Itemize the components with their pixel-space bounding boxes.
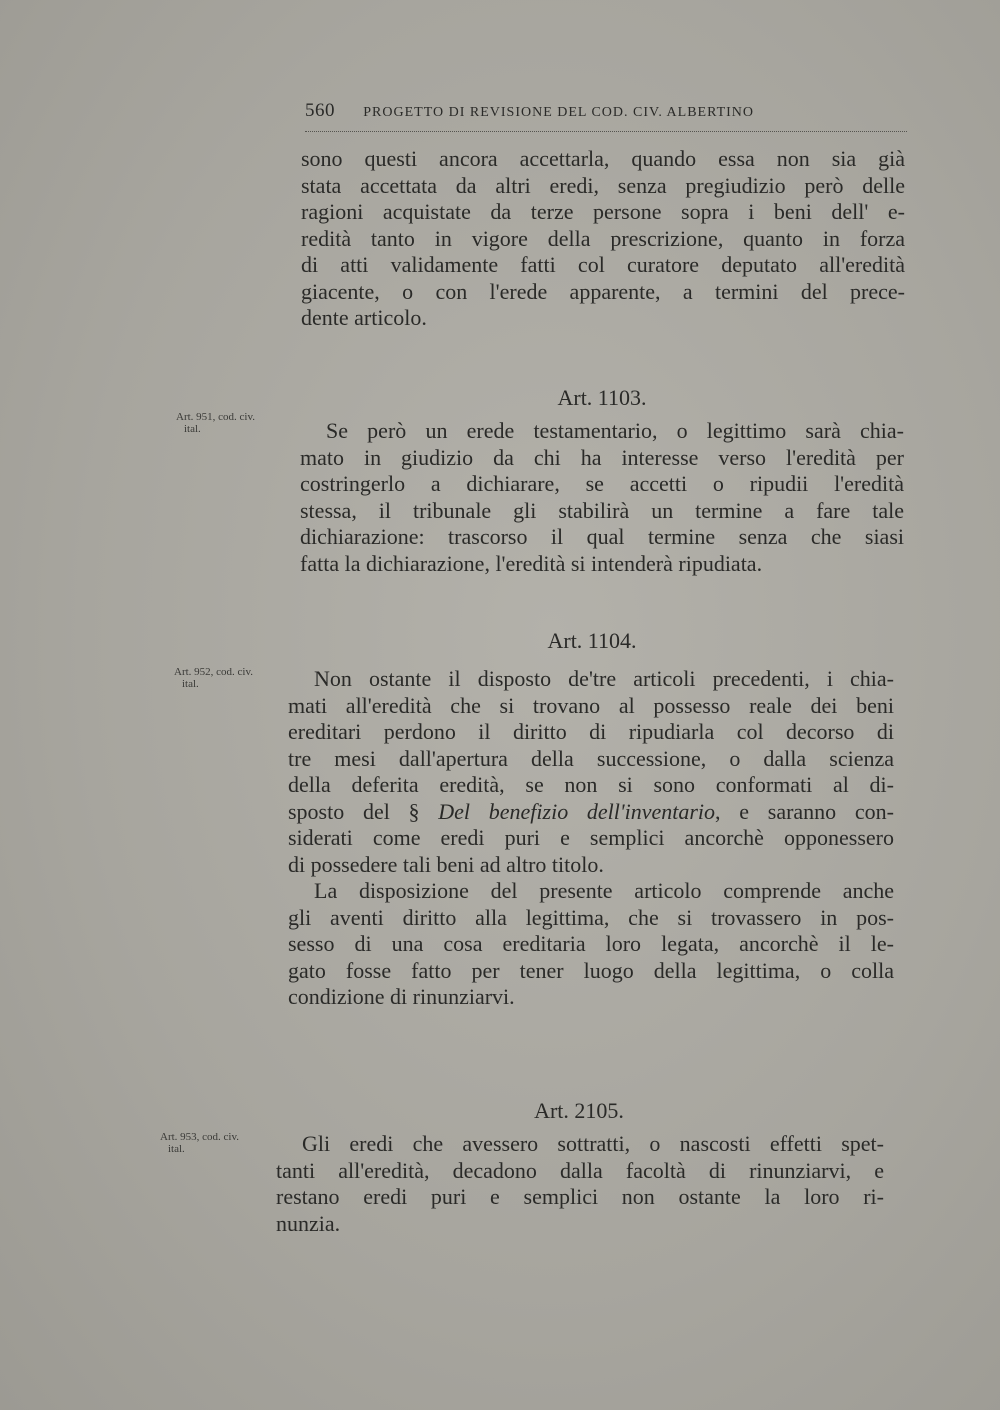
text-line: tanti all'eredità, decadono dalla facoltà di rinunziarvi, e [276,1157,884,1183]
margin-note-ref: Art. 951, cod. civ. [176,411,256,423]
text-fragment: , e saranno con- [715,798,894,824]
text-line: condizione di rinunziarvi. [288,984,515,1009]
text-line: ragioni acquistate da terze persone sopra i beni dell' e- [301,199,905,224]
text-line: tre mesi dall'apertura della successione, o dalla scienza [288,745,894,771]
italic-reference: Del benefizio dell'inventario [438,798,716,824]
text-line: Non ostante il disposto de'tre articoli precedenti, i chia- [314,666,894,691]
article-1103-text [300,418,904,577]
margin-note-ital: ital. [184,423,201,435]
text-line: mati all'eredità che si trovano al possesso reale dei beni [288,692,894,718]
margin-note-ital: ital. [168,1143,185,1155]
text-line: dichiarazione: trascorso il qual termine senza che siasi [300,524,904,549]
text-line: giacente, o con l'erede apparente, a termini del prece- [301,278,905,304]
intro-paragraph [301,146,905,332]
margin-note-ref: Art. 953, cod. civ. [160,1131,240,1143]
text-line: della deferita eredità, se non si sono conformati al di- [288,772,894,797]
text-line: gli aventi diritto alla legittima, che si trovassero in pos- [288,904,894,930]
text-fragment: sposto del § [288,798,439,824]
text-line: fatta la dichiarazione, l'eredità si intenderà ripudiata. [300,550,763,576]
margin-note-ital: ital. [182,678,199,690]
text-line: redità tanto in vigore della prescrizione, quanto in forza [301,225,905,251]
text-line: Se però un erede testamentario, o legittimo sarà chia- [326,418,904,443]
text-line: Gli eredi che avessero sottratti, o nascosti effetti spet- [302,1131,884,1156]
text-line: sesso di una cosa ereditaria loro legata, ancorchè il le- [288,931,894,956]
text-line: La disposizione del presente articolo comprende anche [314,878,894,903]
article-heading: Art. 2105. [534,1098,624,1123]
margin-note [160,1131,239,1155]
text-line-with-reference [288,799,894,826]
text-line: stata accettata da altri eredi, senza pregiudizio però delle [301,172,905,198]
text-line: ereditari perdono il diritto di ripudiarla col decorso di [288,719,894,744]
margin-note-ref: Art. 952, cod. civ. [174,666,254,678]
text-line: di possedere tali beni ad altro titolo. [288,851,604,877]
running-title: PROGETTO DI REVISIONE DEL COD. CIV. ALBERTINO [363,105,755,120]
article-2105-text [276,1131,884,1237]
page-header [305,100,905,122]
article-1104-text [288,666,894,1011]
article-heading: Art. 1103. [557,385,647,410]
text-line: gato fosse fatto per tener luogo della legittima, o colla [288,957,894,983]
text-line: nunzia. [276,1210,341,1236]
margin-note [174,666,253,690]
text-line: siderati come eredi puri e semplici ancorchè opponessero [288,825,894,850]
header-rule [305,131,907,132]
article-heading: Art. 1104. [547,628,637,653]
text-line: sono questi ancora accettarla, quando essa non sia già [301,146,905,171]
text-line: restano eredi puri e semplici non ostante la loro ri- [276,1184,884,1209]
text-line: dente articolo. [301,305,427,330]
text-line: costringerlo a dichiarare, se accetti o ripudii l'eredità [300,471,904,496]
text-line: mato in giudizio da chi ha interesse verso l'eredità per [300,444,904,470]
margin-note [176,411,255,435]
page-number: 560 [305,100,335,121]
text-line: di atti validamente fatti col curatore deputato all'eredità [301,252,905,277]
text-line: stessa, il tribunale gli stabilirà un termine a fare tale [300,497,904,523]
